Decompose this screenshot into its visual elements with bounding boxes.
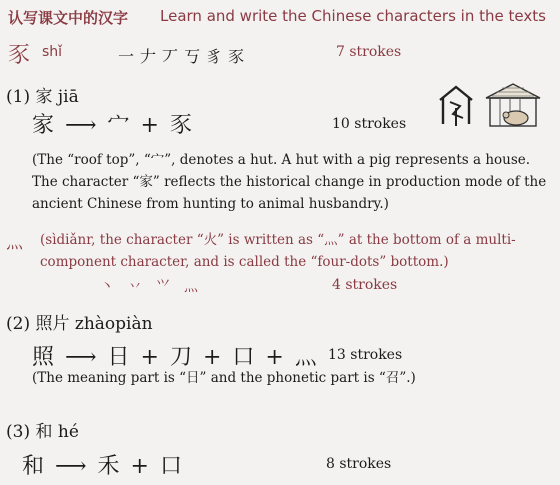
radical-stroke-step: 丆 bbox=[162, 47, 179, 66]
note-symbol: 灬 bbox=[6, 233, 23, 253]
item1-label: (1) 家 jiā bbox=[6, 87, 79, 107]
radical-pinyin: shǐ bbox=[42, 44, 63, 60]
radical-stroke-sequence bbox=[118, 44, 250, 67]
radical-strokes: 7 strokes bbox=[336, 44, 402, 60]
hut-with-pig-icon bbox=[484, 82, 542, 128]
item3-label: (3) 和 hé bbox=[6, 422, 79, 442]
item1-strokes: 10 strokes bbox=[332, 116, 407, 132]
item3-strokes: 8 strokes bbox=[326, 456, 392, 472]
note-text: (sìdiǎnr, the character “火” is written as “灬” at the bottom of a multi-component character, and is called the “four-dots” bottom.) bbox=[40, 232, 516, 270]
note-stroke-step: 𭕄 bbox=[156, 279, 170, 295]
note-stroke-sequence bbox=[100, 276, 212, 296]
radical-stroke-step: 𠂇 bbox=[140, 47, 157, 66]
item1-explanation: (The “roof top”, “宀”, denotes a hut. A hut with a pig represents a house. The character “家” reflects the historical change in production mode of the ancient Chinese from hunting to animal husbandry.) bbox=[32, 152, 547, 212]
note-stroke-step: 灬 bbox=[184, 279, 198, 295]
note-stroke-step: 丶 bbox=[100, 279, 114, 295]
note-strokes: 4 strokes bbox=[332, 277, 398, 293]
header-title-cn: 认写课文中的汉字 bbox=[8, 9, 129, 27]
item2-formula: 照 ⟶ 日 + 刀 + 口 + 灬 bbox=[32, 345, 319, 370]
radical-stroke-step: 豸 bbox=[206, 47, 223, 66]
item2-strokes: 13 strokes bbox=[328, 347, 403, 363]
radical-stroke-step: 丂 bbox=[184, 47, 201, 66]
radical-stroke-step: 豕 bbox=[228, 47, 245, 66]
item1-formula: 家 ⟶ 宀 + 豕 bbox=[32, 113, 194, 138]
item3-formula: 和 ⟶ 禾 + 口 bbox=[22, 454, 184, 479]
note-stroke-step: 丷 bbox=[128, 279, 142, 295]
item2-label: (2) 照片 zhàopiàn bbox=[6, 314, 153, 334]
header-title-en: Learn and write the Chinese characters in the texts bbox=[160, 7, 546, 25]
radical-char: 豕 bbox=[8, 43, 31, 68]
house-pictograph-icon bbox=[436, 84, 476, 130]
item2-explanation: (The meaning part is “日” and the phonetic part is “召”.) bbox=[32, 370, 416, 386]
radical-stroke-step: 一 bbox=[118, 47, 135, 66]
